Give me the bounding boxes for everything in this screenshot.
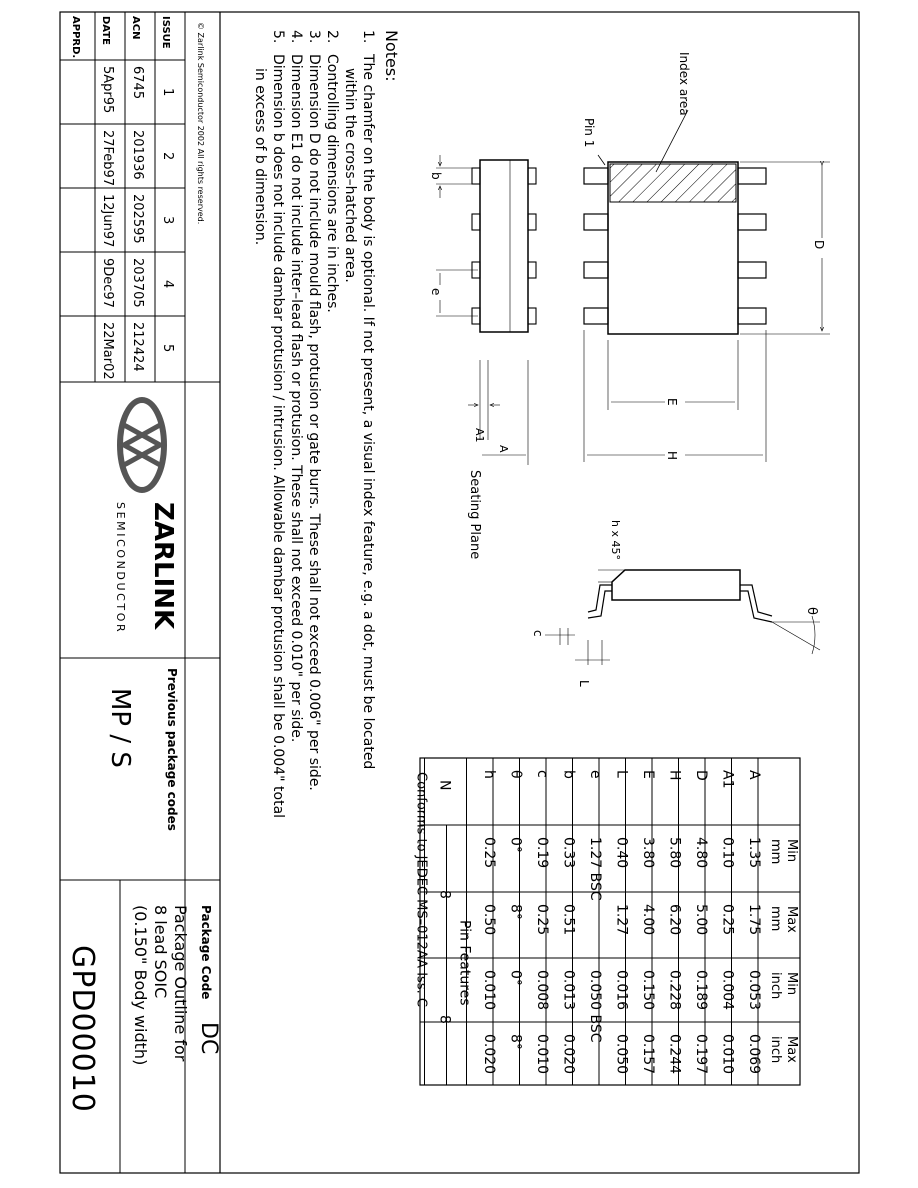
- table-cell: A: [746, 770, 762, 780]
- note-number: 1.: [360, 30, 376, 44]
- theta-label: θ: [804, 607, 819, 615]
- table-cell: 4.00: [640, 904, 656, 936]
- table-cell: 0.244: [666, 1034, 683, 1075]
- rev-col-label: ISSUE: [160, 16, 171, 49]
- table-cell: 0.189: [693, 970, 709, 1011]
- table-cell: 0.050 BSC: [587, 970, 603, 1043]
- rev-cell: 5: [160, 344, 175, 353]
- rev-cell: 6745: [130, 66, 145, 100]
- table-cell: L: [613, 770, 630, 778]
- table-cell: 0.004: [719, 970, 736, 1011]
- zarlink-logo: [114, 400, 178, 634]
- table-cell: 0.069: [746, 1034, 762, 1075]
- table-cell: 6.20: [666, 904, 683, 936]
- table-cell: 0.197: [693, 1034, 709, 1075]
- rev-cell: 212424: [130, 322, 145, 372]
- dim-A-label: A: [497, 445, 510, 453]
- table-cell: 0.50: [481, 904, 497, 936]
- table-header: Min: [784, 972, 799, 996]
- table-cell: 0.013: [560, 970, 577, 1011]
- table-cell: c: [534, 770, 550, 778]
- note-text: Controlling dimensions are in inches.: [324, 54, 340, 313]
- table-cell: D: [693, 770, 709, 781]
- table-cell: 0°: [507, 970, 524, 986]
- table-cell: 0.010: [481, 970, 497, 1011]
- table-header: inch: [768, 972, 783, 1000]
- table-cell: E: [640, 770, 656, 779]
- table-cell: 0.25: [534, 904, 550, 936]
- table-cell: 0.016: [613, 970, 630, 1011]
- table-header: Max: [784, 1036, 799, 1063]
- dim-L-label: L: [577, 680, 591, 687]
- rev-cell: 2: [160, 152, 175, 161]
- table-cell: 0.053: [746, 970, 762, 1011]
- table-cell: 3.80: [640, 837, 656, 869]
- table-cell: 0.010: [534, 1034, 550, 1075]
- table-cell: b: [560, 770, 577, 779]
- table-cell: 0.020: [481, 1034, 497, 1075]
- notes: [252, 30, 401, 818]
- rev-col-label: ACN: [130, 16, 141, 40]
- table-cell: e: [587, 770, 603, 779]
- title-block: [60, 12, 221, 1173]
- description-line-2: 8 lead SOIC: [151, 905, 170, 999]
- table-cell: 1.75: [746, 904, 762, 936]
- dim-D-label: D: [812, 240, 826, 250]
- end-view: [531, 520, 820, 687]
- table-cell: 0.25: [719, 904, 736, 936]
- rev-cell: 27Feb97: [100, 130, 115, 187]
- prev-codes-value: MP / S: [105, 688, 135, 768]
- dim-b-label: b: [429, 172, 443, 180]
- table-cell: 0.228: [666, 970, 683, 1011]
- note-text: in excess of b dimension.: [252, 68, 268, 246]
- dim-c-label: c: [531, 630, 545, 637]
- leads-left: [584, 168, 608, 324]
- table-cell: 4.80: [693, 837, 709, 869]
- rev-cell: 202595: [130, 194, 145, 244]
- dim-e-label: e: [429, 288, 443, 296]
- company-subtitle: SEMICONDUCTOR: [114, 502, 127, 635]
- top-view: [582, 52, 830, 462]
- table-cell: 1.27: [613, 904, 630, 936]
- table-cell: 0.050: [613, 1034, 630, 1075]
- table-cell: A1: [719, 770, 736, 789]
- pin-features-label: Pin Features: [456, 920, 473, 1006]
- drawing-number: GPD00010: [65, 945, 100, 1113]
- table-header: mm: [768, 839, 783, 865]
- revision-table: [60, 12, 185, 382]
- table-cell: 0.51: [560, 904, 577, 936]
- table-cell: 5.00: [693, 904, 709, 936]
- table-header: inch: [768, 1036, 783, 1064]
- prev-codes-label: Previous package codes: [165, 668, 179, 831]
- table-cell: 8°: [507, 1034, 524, 1050]
- table-header: Max: [784, 906, 799, 933]
- note-text: within the cross–hatched area.: [342, 68, 358, 283]
- table-cell: 1.27 BSC: [587, 837, 603, 901]
- rev-cell: 4: [160, 280, 175, 289]
- copyright: © Zarlink Semiconductor 2002 All rights reserved.: [196, 22, 205, 225]
- description-line-1: Package Outline for: [171, 905, 190, 1062]
- chamfer-label: h x 45°: [609, 520, 622, 560]
- table-cell: H: [666, 770, 683, 781]
- note-number: 2.: [324, 30, 340, 44]
- table-cell: 8°: [507, 904, 524, 920]
- rev-cell: 9Dec97: [100, 258, 115, 308]
- leads-right: [738, 168, 766, 324]
- table-cell: 0.40: [613, 837, 630, 869]
- note-text: Dimension b does not include dambar protusion / intrusion. Allowable dambar protusion shall be 0.004" total: [270, 54, 286, 819]
- table-cell: 1.35: [746, 837, 762, 869]
- table-cell: 0.19: [534, 837, 550, 869]
- rev-col-label: DATE: [100, 16, 111, 45]
- table-cell: 0.157: [640, 1034, 656, 1075]
- rev-cell: 203705: [130, 258, 145, 308]
- table-cell: 0.008: [534, 970, 550, 1011]
- note-text: The chamfer on the body is optional. If not present, a visual index feature, e.g. a dot, must be located: [360, 54, 376, 770]
- n-value: 8: [436, 1015, 453, 1024]
- table-cell: 0.10: [719, 837, 736, 869]
- rev-cell: 12Jun97: [100, 194, 115, 248]
- dimension-table: [414, 758, 801, 1085]
- dim-A1-label: A1: [473, 428, 486, 443]
- index-area-label: Index area: [677, 52, 691, 116]
- n-value: 8: [436, 890, 453, 899]
- table-cell: h: [481, 770, 497, 779]
- table-footer: Conforms to JEDEC MS–012AA Iss. C: [413, 772, 429, 1007]
- table-header: Min: [784, 839, 799, 863]
- n-label: N: [436, 780, 453, 791]
- table-cell: 0.020: [560, 1034, 577, 1075]
- seating-plane-label: Seating Plane: [467, 470, 482, 560]
- table-cell: 0.150: [640, 970, 656, 1011]
- pin1-label: Pin 1: [582, 118, 596, 148]
- company-name: ZARLINK: [148, 502, 178, 630]
- note-number: 4.: [288, 30, 304, 44]
- rev-cell: 1: [160, 88, 175, 97]
- table-cell: 0.010: [719, 1034, 736, 1075]
- table-header: mm: [768, 906, 783, 932]
- note-number: 5.: [270, 30, 286, 44]
- rev-cell: 5Apr95: [100, 66, 115, 114]
- rev-cell: 201936: [130, 130, 145, 180]
- rev-cell: 22Mar02: [100, 322, 115, 380]
- package-code-label: Package Code: [199, 905, 213, 1000]
- table-cell: 5.80: [666, 837, 683, 869]
- rev-col-label: APPRD.: [70, 16, 81, 59]
- note-number: 3.: [306, 30, 322, 44]
- notes-heading: Notes:: [382, 30, 401, 82]
- package-code-value: DC: [196, 1022, 221, 1055]
- table-cell: 0.25: [481, 837, 497, 869]
- dim-H-label: H: [665, 451, 679, 461]
- table-cell: θ: [507, 770, 524, 779]
- description-line-3: (0.150" Body width): [131, 905, 150, 1066]
- table-cell: 0.33: [560, 837, 577, 869]
- note-text: Dimension E1 do not include inter–lead flash or protusion. These shall not exceed 0.010" per side.: [288, 54, 304, 743]
- index-area-hatch: [610, 164, 736, 202]
- side-view: [429, 155, 536, 559]
- table-cell: 0°: [507, 837, 524, 853]
- note-text: Dimension D do not include mould flash, protusion or gate burrs. These shall not exceed 0.006" per side.: [306, 54, 322, 791]
- dim-E-label: E: [665, 398, 679, 406]
- rev-cell: 3: [160, 216, 175, 225]
